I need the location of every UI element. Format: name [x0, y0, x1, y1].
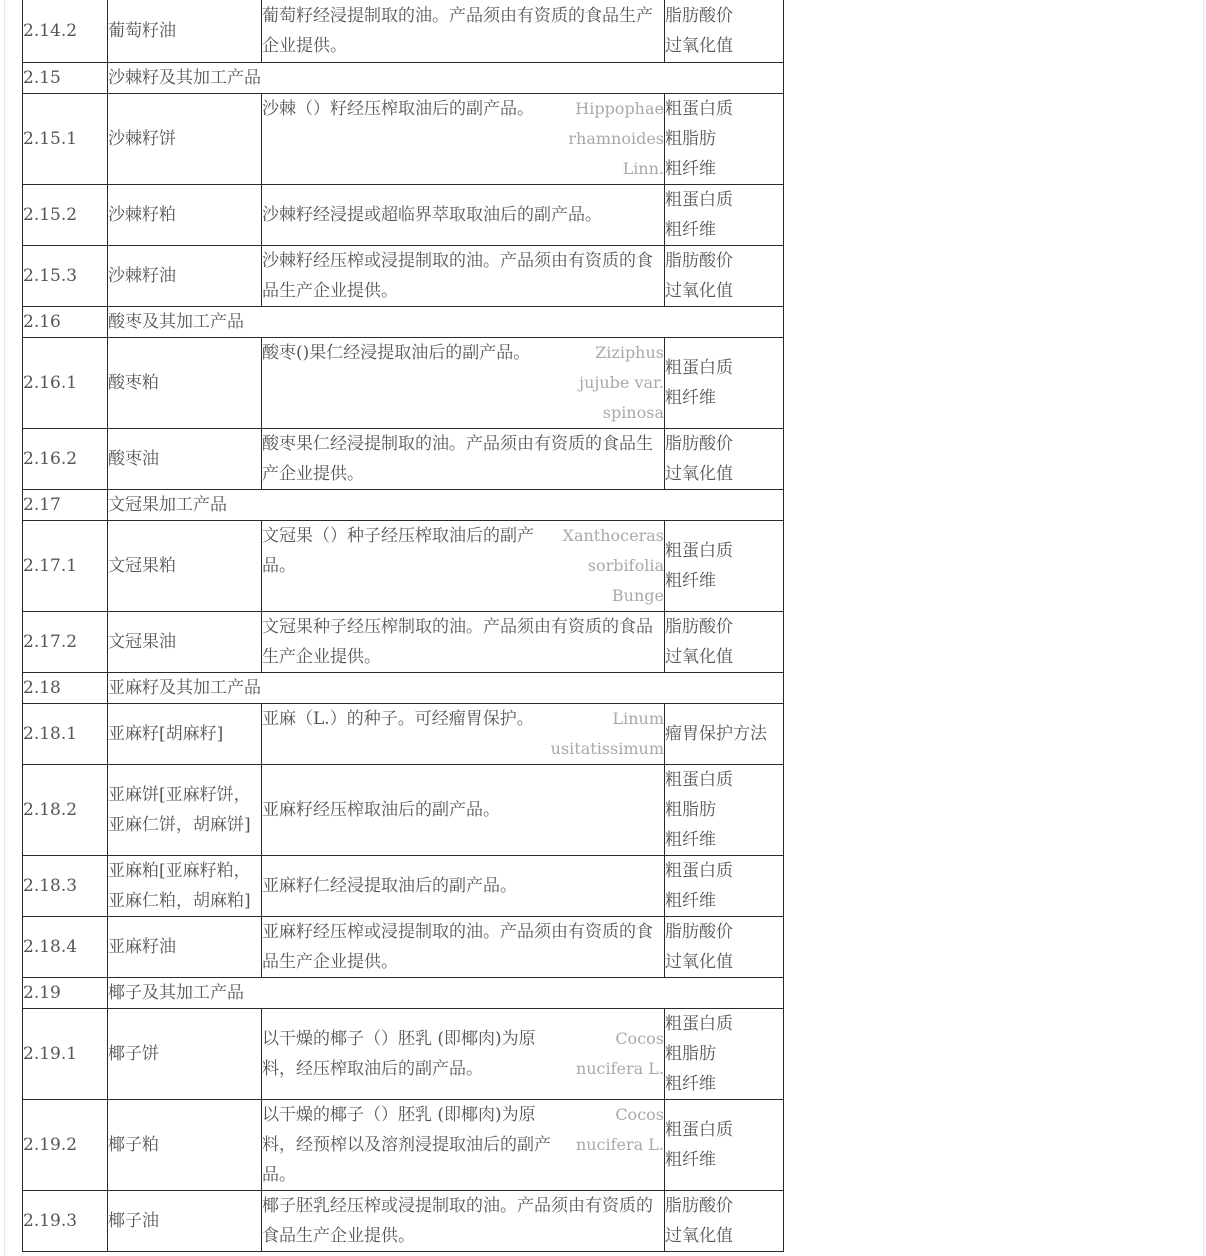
- item-name: 亚麻籽[胡麻籽]: [108, 704, 262, 765]
- feed-materials-table: [22, 0, 784, 1252]
- item-description: 酸枣()果仁经浸提取油后的副产品。: [262, 343, 531, 363]
- item-description: 亚麻籽仁经浸提取油后的副产品。: [262, 876, 517, 896]
- indices-cell: [665, 429, 784, 490]
- item-code: 2.17.2: [23, 612, 108, 673]
- item-code: 2.18.2: [23, 765, 108, 856]
- description-cell: [262, 1100, 665, 1191]
- item-row: [23, 612, 784, 673]
- indices-cell: [665, 0, 784, 63]
- section-row: [23, 307, 784, 338]
- index-item: 过氧化值: [665, 36, 733, 56]
- item-description: 葡萄籽经浸提制取的油。产品须由有资质的食品生产企业提供。: [262, 6, 653, 56]
- index-item: 粗蛋白质: [665, 1120, 733, 1140]
- description-cell: [262, 338, 665, 429]
- index-item: 脂肪酸价: [665, 617, 733, 637]
- description-cell: [262, 429, 665, 490]
- item-name: 椰子油: [108, 1191, 262, 1252]
- index-item: 粗纤维: [665, 388, 716, 408]
- item-description: 沙棘籽经压榨或浸提制取的油。产品须由有资质的食品生产企业提供。: [262, 251, 653, 301]
- item-code: 2.14.2: [23, 0, 108, 63]
- item-code: 2.18.3: [23, 856, 108, 917]
- index-item: 粗纤维: [665, 830, 716, 850]
- section-code: 2.19: [23, 978, 108, 1009]
- indices-cell: [665, 612, 784, 673]
- section-row: [23, 490, 784, 521]
- description-cell: [262, 917, 665, 978]
- item-row: [23, 1009, 784, 1100]
- section-title: 亚麻籽及其加工产品: [108, 673, 784, 704]
- indices-cell: [665, 917, 784, 978]
- item-description: 以干燥的椰子（）胚乳 (即椰肉)为原料，经预榨以及溶剂浸提取油后的副产品。: [262, 1105, 551, 1185]
- section-code: 2.17: [23, 490, 108, 521]
- item-code: 2.15.2: [23, 185, 108, 246]
- index-item: 粗脂肪: [665, 800, 716, 820]
- latin-name: Hippophae rhamnoides Linn.: [568, 99, 664, 178]
- index-item: 粗脂肪: [665, 129, 716, 149]
- item-row: [23, 1191, 784, 1252]
- item-description: 以干燥的椰子（）胚乳 (即椰肉)为原料，经压榨取油后的副产品。: [262, 1029, 536, 1079]
- item-code: 2.19.3: [23, 1191, 108, 1252]
- index-item: 粗纤维: [665, 159, 716, 179]
- index-item: 过氧化值: [665, 647, 733, 667]
- description-cell: [262, 94, 665, 185]
- item-row: [23, 917, 784, 978]
- index-item: 过氧化值: [665, 1226, 733, 1246]
- item-description: 酸枣果仁经浸提制取的油。产品须由有资质的食品生产企业提供。: [262, 434, 653, 484]
- item-row: [23, 429, 784, 490]
- indices-cell: [665, 246, 784, 307]
- indices-cell: [665, 185, 784, 246]
- section-row: [23, 978, 784, 1009]
- index-item: 粗蛋白质: [665, 99, 733, 119]
- index-item: 粗脂肪: [665, 1044, 716, 1064]
- item-code: 2.19.1: [23, 1009, 108, 1100]
- item-description: 文冠果（）种子经压榨取油后的副产品。: [262, 526, 534, 576]
- item-row: [23, 765, 784, 856]
- item-code: 2.15.3: [23, 246, 108, 307]
- item-row: [23, 1100, 784, 1191]
- item-name: 沙棘籽饼: [108, 94, 262, 185]
- indices-cell: [665, 338, 784, 429]
- index-item: 粗蛋白质: [665, 358, 733, 378]
- index-item: 粗蛋白质: [665, 541, 733, 561]
- item-name: 亚麻粕[亚麻籽粕，亚麻仁粕，胡麻粕]: [108, 856, 262, 917]
- section-code: 2.16: [23, 307, 108, 338]
- description-cell: [262, 521, 665, 612]
- item-code: 2.16.1: [23, 338, 108, 429]
- item-code: 2.15.1: [23, 94, 108, 185]
- index-item: 脂肪酸价: [665, 6, 733, 26]
- section-code: 2.18: [23, 673, 108, 704]
- index-item: 过氧化值: [665, 464, 733, 484]
- indices-cell: [665, 521, 784, 612]
- section-title: 酸枣及其加工产品: [108, 307, 784, 338]
- item-name: 椰子粕: [108, 1100, 262, 1191]
- index-item: 粗纤维: [665, 1150, 716, 1170]
- item-name: 沙棘籽粕: [108, 185, 262, 246]
- item-row: [23, 0, 784, 63]
- section-title: 文冠果加工产品: [108, 490, 784, 521]
- section-title: 沙棘籽及其加工产品: [108, 63, 784, 94]
- item-description: 沙棘（）籽经压榨取油后的副产品。: [262, 99, 534, 119]
- index-item: 粗蛋白质: [665, 1014, 733, 1034]
- latin-name: Xanthoceras sorbifolia Bunge: [562, 526, 664, 605]
- description-cell: [262, 1009, 665, 1100]
- item-description: 亚麻籽经压榨或浸提制取的油。产品须由有资质的食品生产企业提供。: [262, 922, 653, 972]
- latin-name: Cocos nucifera L.: [575, 1029, 664, 1078]
- description-cell: [262, 612, 665, 673]
- item-code: 2.18.4: [23, 917, 108, 978]
- section-code: 2.15: [23, 63, 108, 94]
- item-row: [23, 704, 784, 765]
- description-cell: [262, 704, 665, 765]
- item-code: 2.16.2: [23, 429, 108, 490]
- item-row: [23, 185, 784, 246]
- indices-cell: [665, 1191, 784, 1252]
- item-name: 酸枣粕: [108, 338, 262, 429]
- index-item: 瘤胃保护方法: [665, 724, 767, 744]
- description-cell: [262, 185, 665, 246]
- item-row: [23, 246, 784, 307]
- description-cell: [262, 856, 665, 917]
- item-description: 椰子胚乳经压榨或浸提制取的油。产品须由有资质的食品生产企业提供。: [262, 1196, 653, 1246]
- index-item: 粗纤维: [665, 1074, 716, 1094]
- item-code: 2.19.2: [23, 1100, 108, 1191]
- item-name: 文冠果粕: [108, 521, 262, 612]
- item-description: 亚麻（L.）的种子。可经瘤胃保护。: [262, 709, 534, 729]
- indices-cell: [665, 765, 784, 856]
- indices-cell: [665, 704, 784, 765]
- latin-name: Linum usitatissimum: [550, 709, 664, 758]
- item-row: [23, 521, 784, 612]
- description-cell: [262, 246, 665, 307]
- item-description: 沙棘籽经浸提或超临界萃取取油后的副产品。: [262, 205, 602, 225]
- section-row: [23, 63, 784, 94]
- section-row: [23, 673, 784, 704]
- index-item: 过氧化值: [665, 281, 733, 301]
- item-code: 2.18.1: [23, 704, 108, 765]
- index-item: 脂肪酸价: [665, 434, 733, 454]
- item-description: 文冠果种子经压榨制取的油。产品须由有资质的食品生产企业提供。: [262, 617, 653, 667]
- item-name: 亚麻饼[亚麻籽饼，亚麻仁饼，胡麻饼]: [108, 765, 262, 856]
- index-item: 脂肪酸价: [665, 922, 733, 942]
- description-cell: [262, 0, 665, 63]
- latin-name: Ziziphus jujube var. spinosa: [579, 343, 664, 422]
- index-item: 粗纤维: [665, 220, 716, 240]
- item-name: 椰子饼: [108, 1009, 262, 1100]
- item-row: [23, 338, 784, 429]
- index-item: 脂肪酸价: [665, 1196, 733, 1216]
- index-item: 粗纤维: [665, 571, 716, 591]
- indices-cell: [665, 856, 784, 917]
- indices-cell: [665, 1100, 784, 1191]
- indices-cell: [665, 1009, 784, 1100]
- latin-name: Cocos nucifera L.: [575, 1105, 664, 1154]
- item-name: 文冠果油: [108, 612, 262, 673]
- description-cell: [262, 765, 665, 856]
- item-name: 亚麻籽油: [108, 917, 262, 978]
- item-row: [23, 94, 784, 185]
- description-cell: [262, 1191, 665, 1252]
- item-description: 亚麻籽经压榨取油后的副产品。: [262, 800, 500, 820]
- index-item: 粗蛋白质: [665, 770, 733, 790]
- item-code: 2.17.1: [23, 521, 108, 612]
- item-name: 酸枣油: [108, 429, 262, 490]
- item-name: 沙棘籽油: [108, 246, 262, 307]
- index-item: 过氧化值: [665, 952, 733, 972]
- index-item: 粗纤维: [665, 891, 716, 911]
- indices-cell: [665, 94, 784, 185]
- section-title: 椰子及其加工产品: [108, 978, 784, 1009]
- index-item: 脂肪酸价: [665, 251, 733, 271]
- item-row: [23, 856, 784, 917]
- index-item: 粗蛋白质: [665, 861, 733, 881]
- item-name: 葡萄籽油: [108, 0, 262, 63]
- index-item: 粗蛋白质: [665, 190, 733, 210]
